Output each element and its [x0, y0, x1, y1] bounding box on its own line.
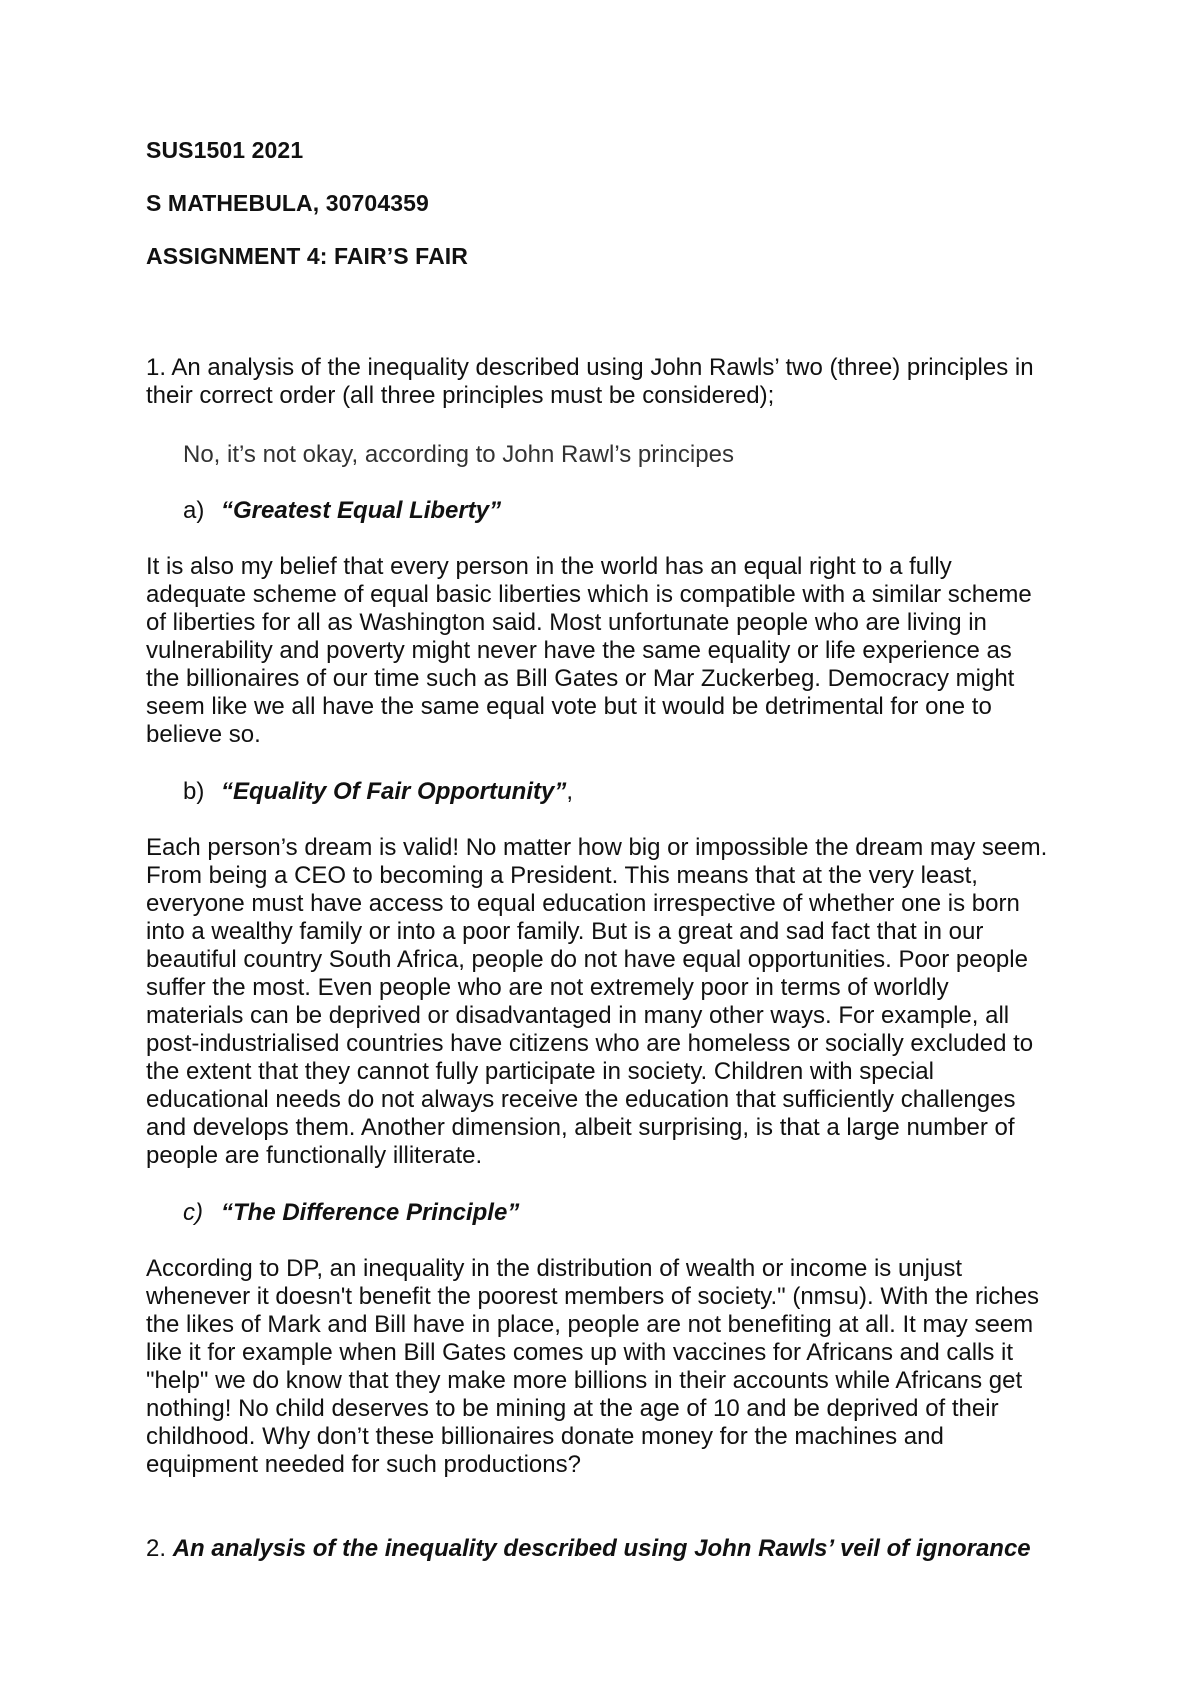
- body-line: equipment needed for such productions?: [146, 1451, 581, 1478]
- body-line: materials can be deprived or disadvantaged in many other ways. For example, all: [146, 1002, 1010, 1029]
- body-line: adequate scheme of equal basic liberties which is compatible with a similar scheme: [146, 581, 1032, 608]
- principle-c-title: “The Difference Principle”: [221, 1199, 520, 1226]
- principle-b-heading: [183, 778, 573, 806]
- body-line: seem like we all have the same equal vote but it would be detrimental for one to: [146, 693, 992, 720]
- principle-b-marker: b): [183, 778, 205, 805]
- body-line: everyone must have access to equal education irrespective of whether one is born: [146, 890, 1020, 917]
- body-line: into a wealthy family or into a poor family. But is a great and sad fact that in our: [146, 918, 984, 945]
- body-line: suffer the most. Even people who are not extremely poor in terms of worldly: [146, 974, 949, 1001]
- question-1-number: 1.: [146, 354, 167, 381]
- body-line: of liberties for all as Washington said. Most unfortunate people who are living in: [146, 609, 987, 636]
- principle-b-body: [146, 834, 1076, 1170]
- principle-a-marker: a): [183, 497, 205, 524]
- student-name-number: S MATHEBULA, 30704359: [146, 190, 429, 216]
- body-line: "help" we do know that they make more billions in their accounts while Africans get: [146, 1367, 1023, 1394]
- body-line: like it for example when Bill Gates comes up with vaccines for Africans and calls it: [146, 1339, 1014, 1366]
- body-line: believe so.: [146, 721, 261, 748]
- principle-a-body: [146, 553, 1076, 749]
- principle-c-marker: c): [183, 1199, 203, 1226]
- body-line: the billionaires of our time such as Bill Gates or Mar Zuckerbeg. Democracy might: [146, 665, 1015, 692]
- body-line: post-industrialised countries have citizens who are homeless or socially excluded to: [146, 1030, 1034, 1057]
- principle-b-title: “Equality Of Fair Opportunity”: [221, 778, 567, 805]
- body-line: From being a CEO to becoming a President. This means that at the very least,: [146, 862, 978, 889]
- principle-a-title: “Greatest Equal Liberty”: [221, 497, 502, 524]
- body-line: It is also my belief that every person in the world has an equal right to a fully: [146, 553, 952, 580]
- course-code: SUS1501 2021: [146, 137, 304, 163]
- body-line: According to DP, an inequality in the distribution of wealth or income is unjust: [146, 1255, 963, 1282]
- principle-a-heading: [183, 497, 501, 525]
- principle-c-heading: [183, 1199, 519, 1227]
- body-line: educational needs do not always receive the education that sufficiently challenges: [146, 1086, 1016, 1113]
- question-1-line: 1. An analysis of the inequality described using John Rawls’ two (three) principles in: [146, 354, 1034, 381]
- body-line: people are functionally illiterate.: [146, 1142, 483, 1169]
- answer-intro: No, it’s not okay, according to John Rawl’s principes: [183, 441, 734, 468]
- body-line: vulnerability and poverty might never have the same equality or life experience as: [146, 637, 1012, 664]
- question-2-title: An analysis of the inequality described using John Rawls’ veil of ignorance: [172, 1535, 1031, 1562]
- principle-b-title-suffix: ,: [566, 778, 574, 805]
- body-line: the extent that they cannot fully participate in society. Children with special: [146, 1058, 934, 1085]
- question-1-line: their correct order (all three principles must be considered);: [146, 382, 775, 409]
- question-2-number: 2.: [146, 1535, 167, 1562]
- body-line: childhood. Why don’t these billionaires donate money for the machines and: [146, 1423, 944, 1450]
- body-line: the likes of Mark and Bill have in place, people are not benefiting at all. It may seem: [146, 1311, 1034, 1338]
- body-line: and develops them. Another dimension, albeit surprising, is that a large number of: [146, 1114, 1015, 1141]
- question-1-prompt: [146, 354, 1076, 410]
- assignment-title: ASSIGNMENT 4: FAIR’S FAIR: [146, 243, 468, 269]
- body-line: nothing! No child deserves to be mining at the age of 10 and be deprived of their: [146, 1395, 999, 1422]
- body-line: beautiful country South Africa, people do not have equal opportunities. Poor people: [146, 946, 1028, 973]
- principle-c-body: [146, 1255, 1076, 1479]
- body-line: whenever it doesn't benefit the poorest members of society." (nmsu). With the riches: [146, 1283, 1040, 1310]
- body-line: Each person’s dream is valid! No matter how big or impossible the dream may seem.: [146, 834, 1048, 861]
- question-2-heading: [146, 1535, 1031, 1563]
